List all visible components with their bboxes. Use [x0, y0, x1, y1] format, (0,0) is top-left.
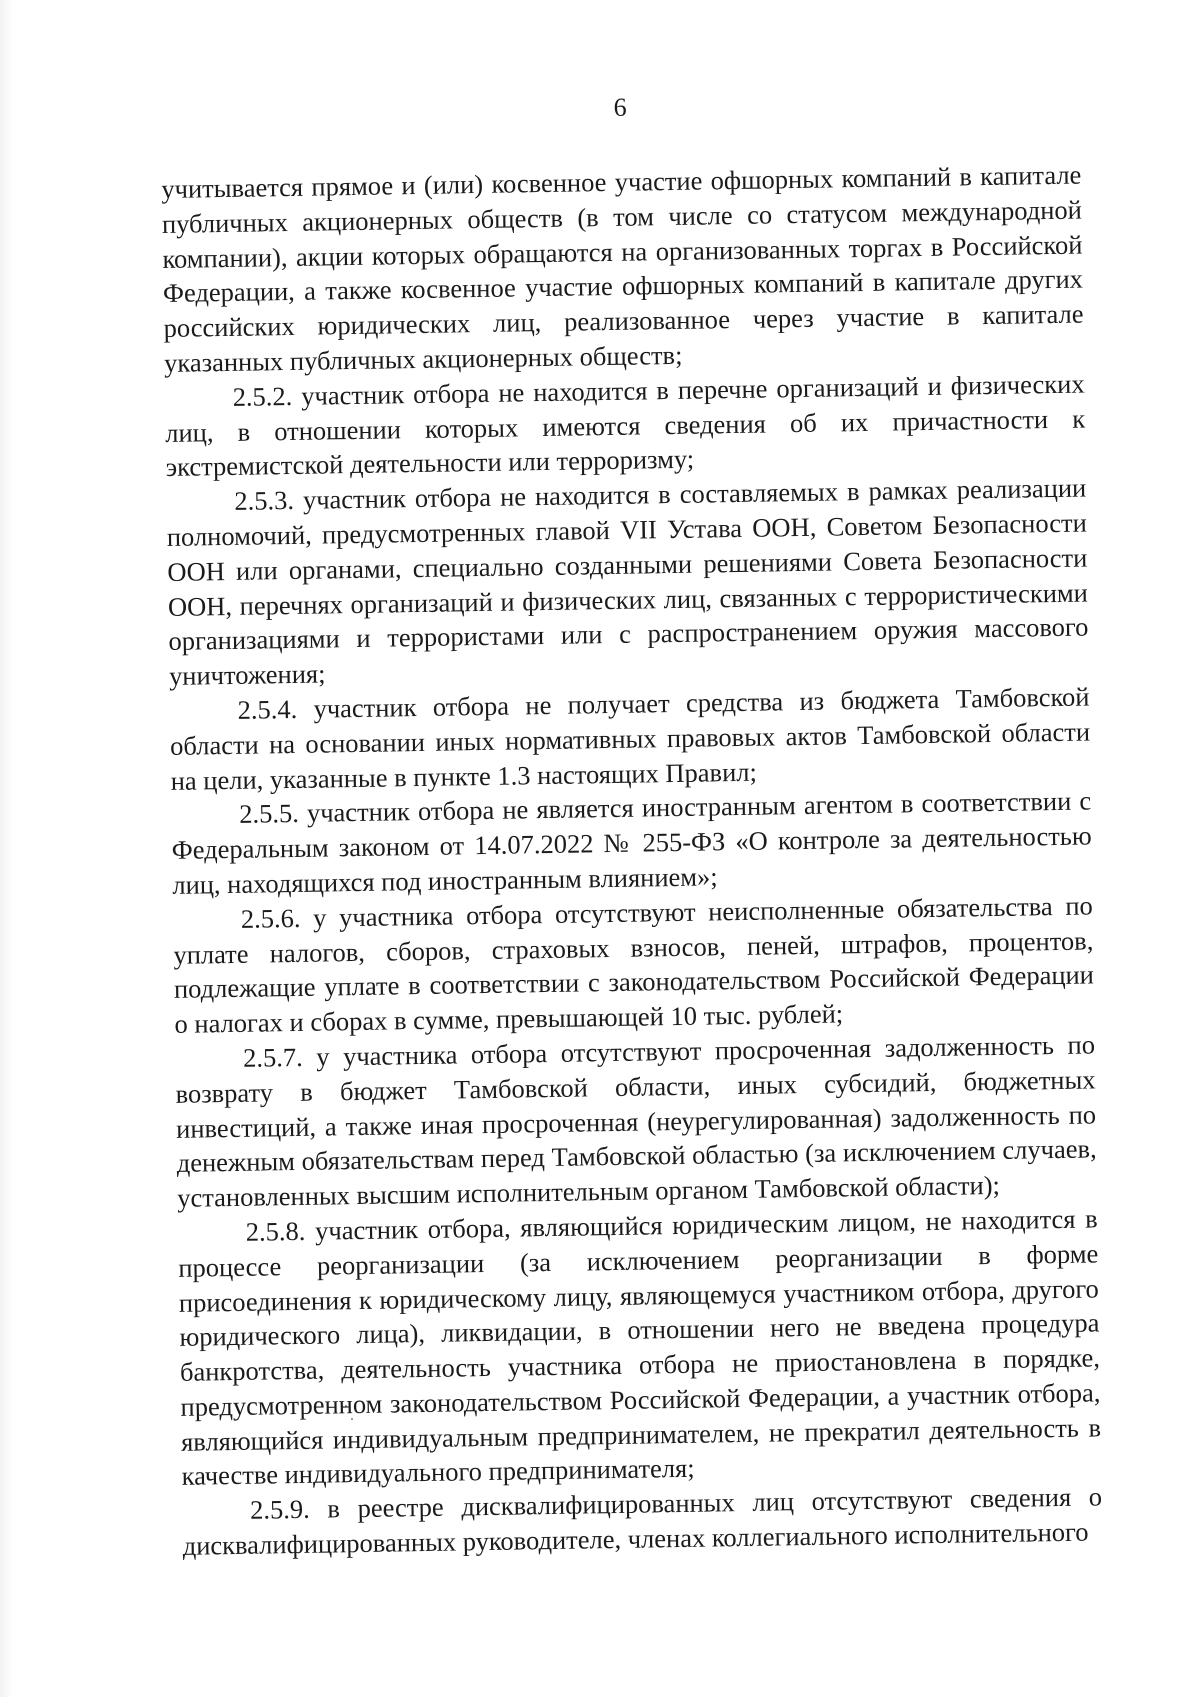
scan-shadow-edge — [0, 0, 14, 1697]
paragraph-2-5-2: 2.5.2. участник отбора не находится в перечне организаций и физических лиц, в отношении которых имеются сведения об их причастности к экстремистской деятельности или терроризму; — [164, 368, 1086, 483]
paragraph-2-5-7: 2.5.7. у участника отбора отсутствуют просроченная задолженность по возврату в бюджет Тамбовской области, иных субсидий, бюджетных инвестиций, а также иная просроченная (неурегулированная) задолженность по денежным обязательствам перед Тамбовской областью (за исключением случаев, установленных высшим исполнительным органом Тамбовской области); — [175, 1029, 1097, 1213]
paragraph-continuation: учитывается прямое и (или) косвенное участие офшорных компаний в капитале публичных акционерных обществ (в том числе со статусом международной компании), акции которых обращаются на организованных торгах в Российской Федерации, а также косвенное участие офшорных компаний в капитале других российских юридических лиц, реализованное через участие в капитале указанных публичных акционерных обществ; — [161, 159, 1084, 378]
paragraph-2-5-9: 2.5.9. в реестре дисквалифицированных лиц отсутствуют сведения о дисквалифицированных руководителе, членах коллегиального исполнительного — [182, 1481, 1103, 1561]
paragraph-2-5-5: 2.5.5. участник отбора не является иностранным агентом в соответствии с Федеральным законом от 14.07.2022 № 255-ФЗ «О контроле за деятельностью лиц, находящихся под иностранным влиянием»; — [171, 785, 1092, 900]
document-body — [160, 86, 1103, 1564]
paragraph-2-5-3: 2.5.3. участник отбора не находится в составляемых в рамках реализации полномочий, предусмотренных главой VII Устава ООН, Советом Безопасности ООН или органами, специально созданными решениями Совета Безопасности ООН, перечнях организаций и физических лиц, связанных с террористическими организациями и террористами или с распространением оружия массового уничтожения; — [166, 472, 1089, 692]
paragraph-2-5-8: 2.5.8. участник отбора, являющийся юридическим лицом, не находится в процессе реорганизации (за исключением реорганизации в форме присоединения к юридическому лицу, являющемуся участником отбора, другого юридического лица), ликвидации, в отношении него не введена процедура банкротства, деятельность участника отбора не приостановлена в порядке, предусмотренном законодательством Российской Федерации, а участник отбора, являющийся индивидуальным предпринимателем, не прекратил деятельность в качестве индивидуального предпринимателя; — [178, 1203, 1102, 1492]
paragraph-2-5-4: 2.5.4. участник отбора не получает средства из бюджета Тамбовской области на основании иных нормативных правовых актов Тамбовской области на цели, указанные в пункте 1.3 настоящих Правил; — [169, 681, 1091, 796]
paragraph-2-5-6: 2.5.6. у участника отбора отсутствуют неисполненные обязательства по уплате налогов, сборов, страховых взносов, пеней, штрафов, процентов, подлежащие уплате в соответствии с законодательством Российской Федерации о налогах и сборах в сумме, превышающей 10 тыс. рублей; — [173, 890, 1095, 1040]
page-number: 6 — [613, 92, 627, 122]
